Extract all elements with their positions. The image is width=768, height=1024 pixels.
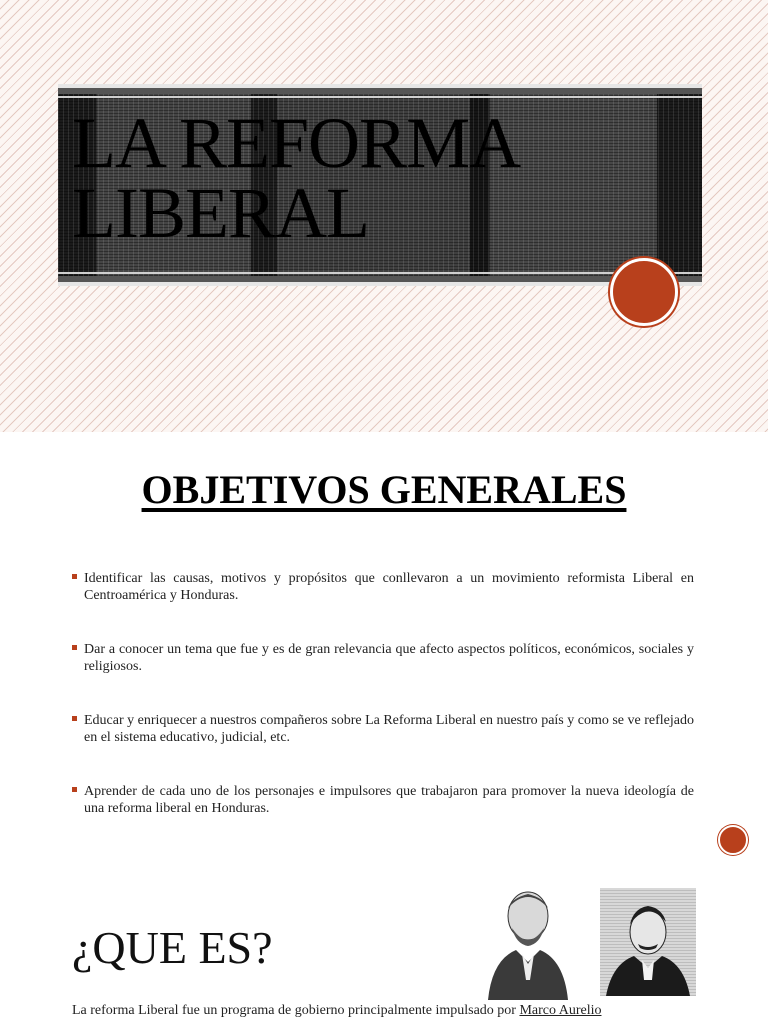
portrait-1-image [478,880,578,1000]
bullet-text: Dar a conocer un tema que fue y es de gran relevancia que afecto aspectos políticos, económicos, sociales y religiosos. [84,642,694,674]
square-bullet-icon [72,645,77,650]
bullet-text: Aprender de cada uno de los personajes e impulsores que trabajaron para promover la nueva ideología de una reforma liberal en Honduras. [84,784,694,816]
title-slide [0,0,768,432]
list-item [72,783,694,817]
body-prefix: La reforma Liberal fue un programa de gobierno principalmente impulsado por [72,1003,520,1018]
title-line-1: LA REFORMA [72,103,521,183]
portrait-engraving-1 [478,880,578,1000]
title-line-2: LIBERAL [72,173,369,253]
objectives-list [72,570,694,854]
decorative-circle-small [718,825,748,855]
bullet-text: Educar y enriquecer a nuestros compañeros sobre La Reforma Liberal en nuestro país y como se ve reflejado en el sistema educativo, judicial, etc. [84,713,694,745]
que-es-body-text [72,1002,696,1020]
slide-title [72,103,692,253]
decorative-circle [610,258,678,326]
list-item [72,570,694,604]
portrait-2-image [600,888,696,996]
objectives-heading: OBJETIVOS GENERALES [141,467,627,512]
portrait-engraving-2 [600,888,696,996]
marco-aurelio-link[interactable]: Marco Aurelio [519,1003,602,1018]
square-bullet-icon [72,574,77,579]
square-bullet-icon [72,716,77,721]
que-es-heading: ¿QUE ES? [72,922,273,973]
list-item [72,712,694,746]
square-bullet-icon [72,787,77,792]
bullet-text: Identificar las causas, motivos y propósitos que conllevaron a un movimiento reformista Liberal en Centroamérica y Honduras. [84,571,694,603]
list-item [72,641,694,675]
